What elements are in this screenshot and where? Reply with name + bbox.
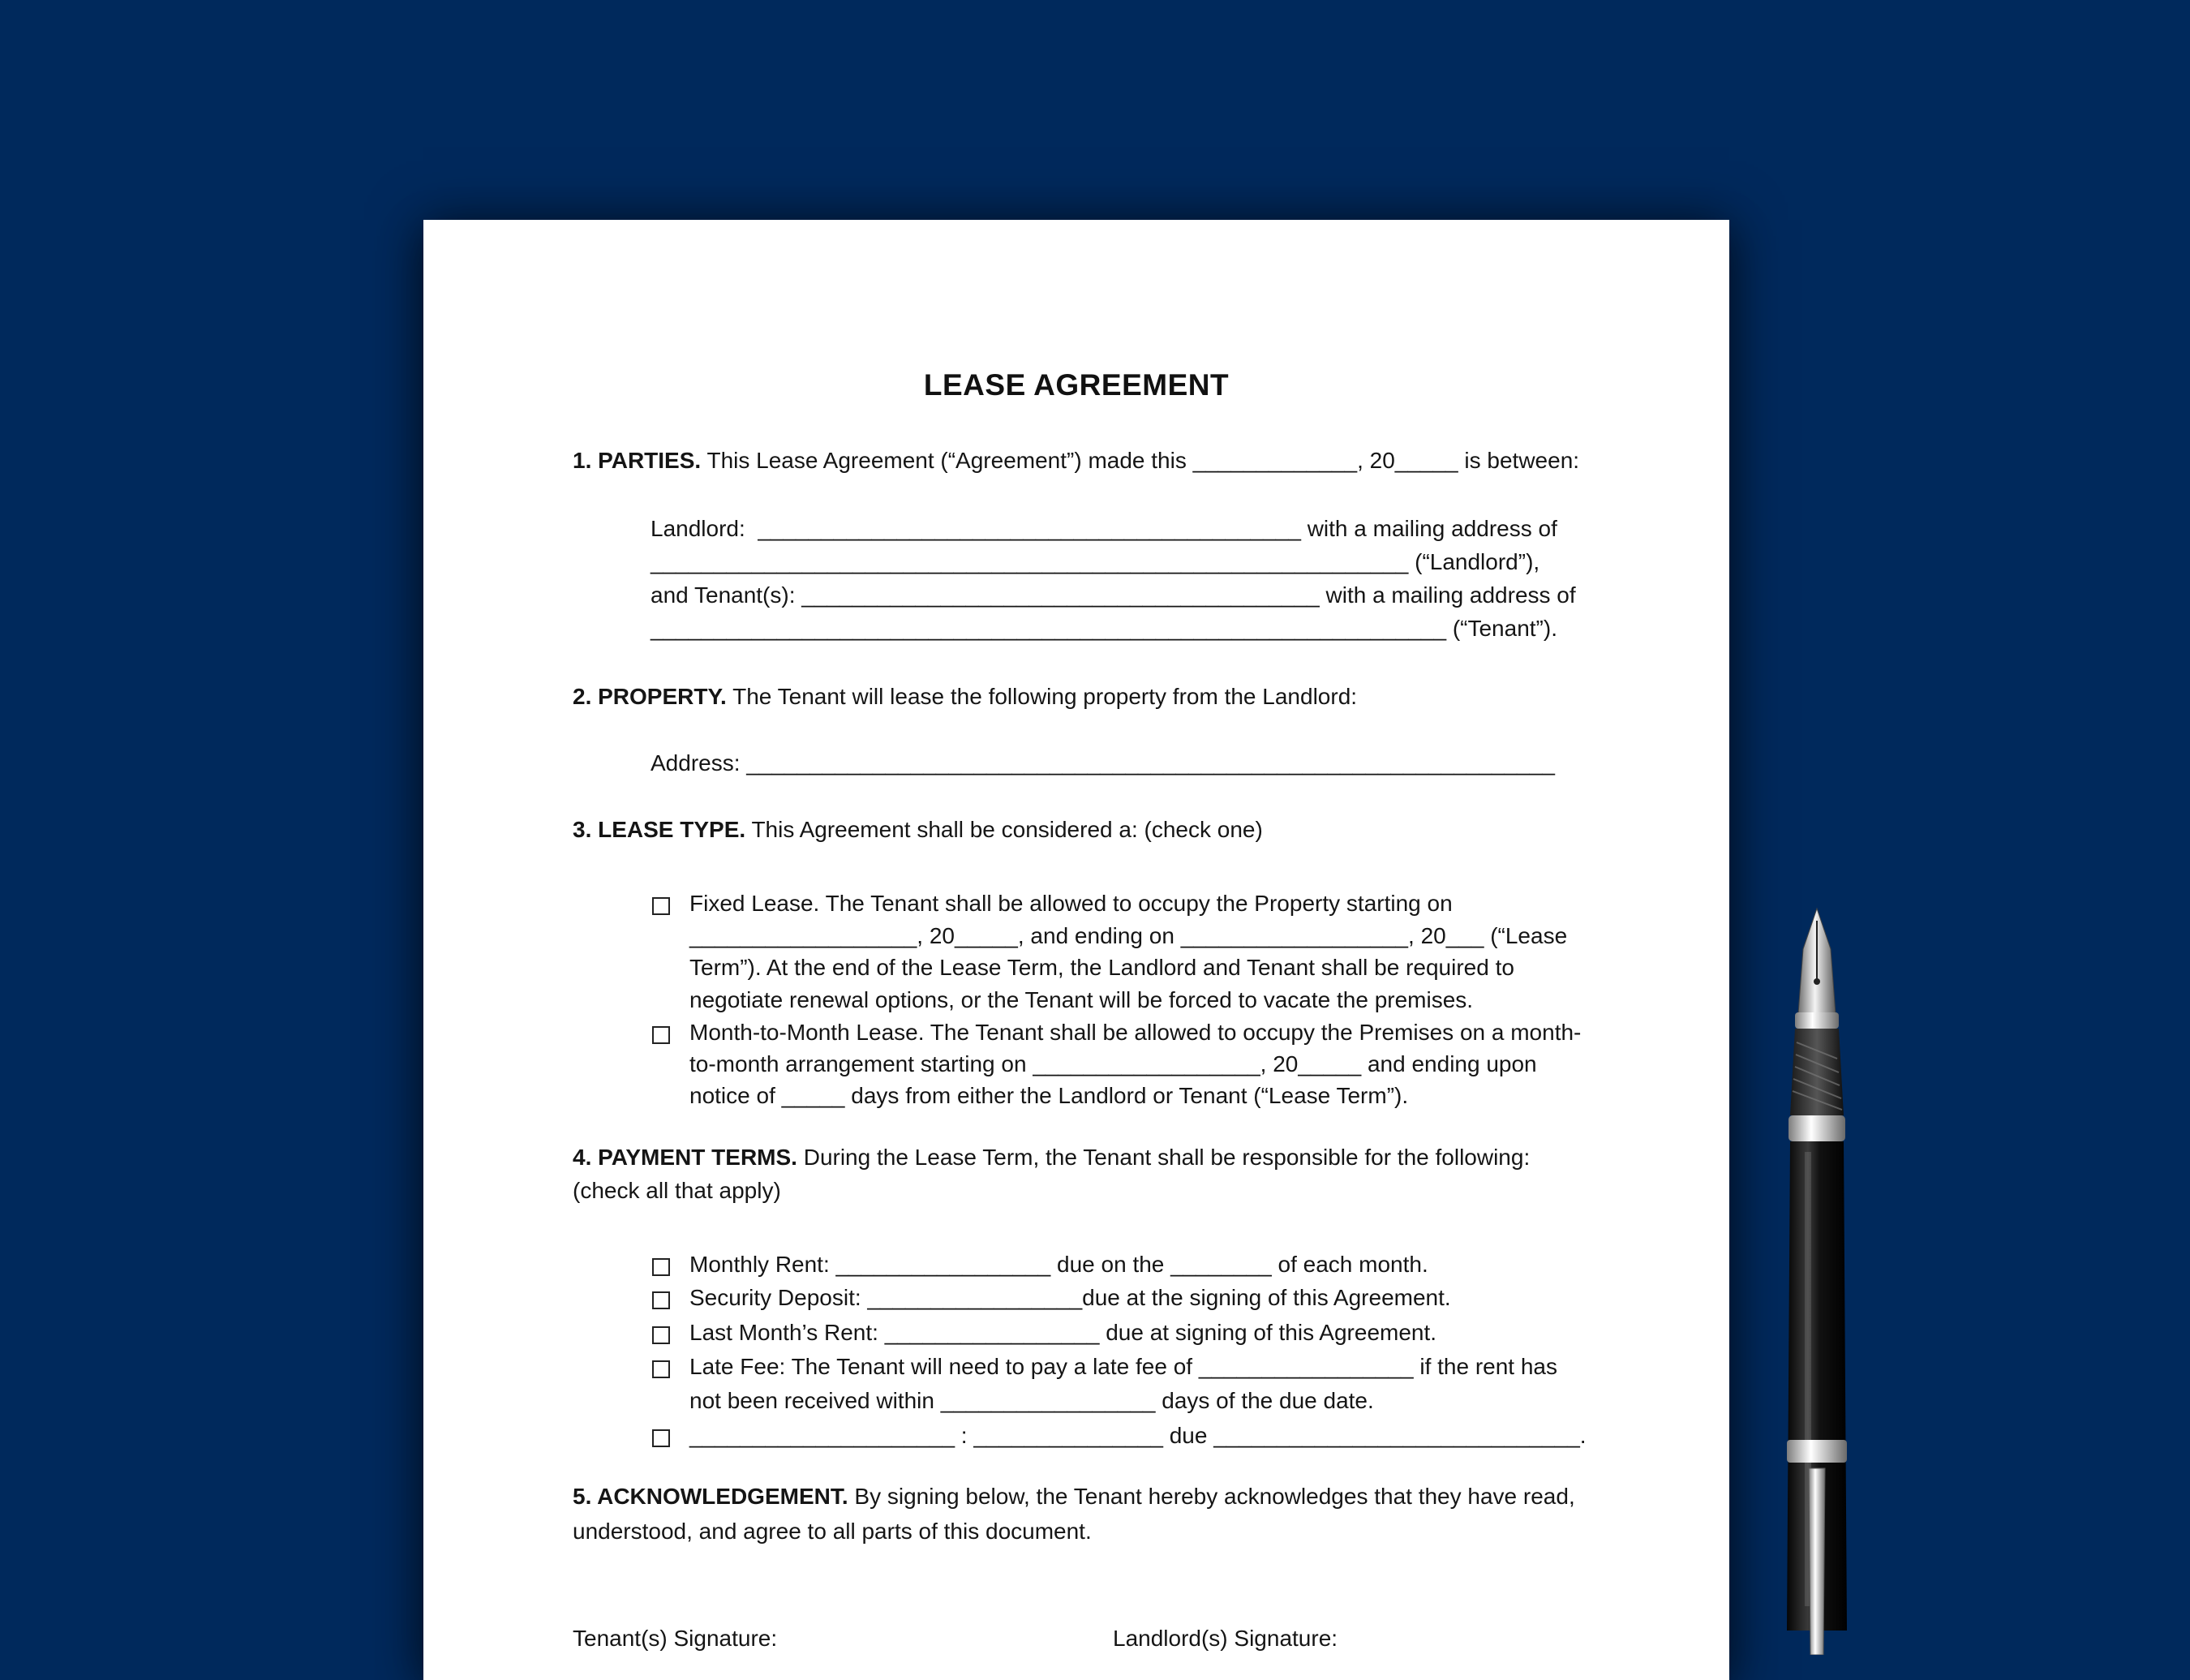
- acknowledgement-heading: 5. ACKNOWLEDGEMENT.: [573, 1484, 848, 1509]
- monthly-rent-line: Monthly Rent: _________________ due on the ________ of each month.: [689, 1252, 1428, 1277]
- month-to-month-line-2: to-month arrangement starting on __________________, 20_____ and ending upon: [689, 1051, 1537, 1076]
- document-title: LEASE AGREEMENT: [923, 368, 1230, 402]
- fountain-pen-image: [1772, 900, 1862, 1655]
- payment-terms-heading: 4. PAYMENT TERMS.: [573, 1145, 797, 1170]
- month-to-month-line-3: notice of _____ days from either the Landlord or Tenant (“Lease Term”).: [689, 1083, 1409, 1108]
- acknowledgement-text-2: understood, and agree to all parts of this document.: [573, 1519, 1092, 1544]
- month-to-month-line-1: Month-to-Month Lease. The Tenant shall be allowed to occupy the Premises on a month-: [689, 1020, 1582, 1045]
- property-heading: 2. PROPERTY.: [573, 684, 727, 709]
- monthly-rent-checkbox[interactable]: [652, 1258, 670, 1276]
- payment-terms-section: [573, 1144, 1530, 1171]
- month-to-month-checkbox[interactable]: [652, 1026, 670, 1044]
- property-address-line: Address: ________________________________________________________________: [651, 750, 1555, 776]
- landlord-line: Landlord: ___________________________________________ with a mailing address of: [651, 516, 1557, 541]
- lease-type-text: This Agreement shall be considered a: (check one): [751, 817, 1263, 842]
- payment-terms-note: (check all that apply): [573, 1178, 781, 1203]
- last-month-rent-checkbox[interactable]: [652, 1326, 670, 1344]
- lease-document-page: [423, 220, 1729, 1680]
- fixed-lease-line-1: Fixed Lease. The Tenant shall be allowed to occupy the Property starting on: [689, 891, 1453, 916]
- fixed-lease-line-3: Term”). At the end of the Lease Term, the Landlord and Tenant shall be required to: [689, 955, 1514, 980]
- lease-type-section: [573, 816, 1263, 844]
- acknowledgement-section: [573, 1483, 1575, 1510]
- security-deposit-line: Security Deposit: _________________due at the signing of this Agreement.: [689, 1285, 1451, 1310]
- fixed-lease-checkbox[interactable]: [652, 897, 670, 915]
- parties-intro: This Lease Agreement (“Agreement”) made this _____________, 20_____ is between:: [706, 448, 1580, 473]
- last-month-rent-line: Last Month’s Rent: _________________ due at signing of this Agreement.: [689, 1320, 1437, 1345]
- fixed-lease-line-2: __________________, 20_____, and ending on __________________, 20___ (“Lease: [689, 923, 1568, 948]
- landlord-signature-label: Landlord(s) Signature:: [1113, 1626, 1338, 1651]
- property-section: [573, 683, 1357, 711]
- lease-type-heading: 3. LEASE TYPE.: [573, 817, 746, 842]
- acknowledgement-text: By signing below, the Tenant hereby acknowledges that they have read,: [854, 1484, 1575, 1509]
- late-fee-line-1: Late Fee: The Tenant will need to pay a late fee of _________________ if the rent has: [689, 1354, 1558, 1379]
- parties-section: [573, 447, 1579, 475]
- fixed-lease-line-4: negotiate renewal options, or the Tenant will be forced to vacate the premises.: [689, 987, 1474, 1012]
- payment-terms-text: During the Lease Term, the Tenant shall be responsible for the following:: [803, 1145, 1531, 1170]
- other-payment-checkbox[interactable]: [652, 1429, 670, 1447]
- other-payment-line: _____________________ : _______________ due _____________________________.: [689, 1423, 1587, 1448]
- tenant-address-line: _______________________________________________________________ (“Tenant”).: [651, 616, 1557, 641]
- tenant-line: and Tenant(s): _________________________________________ with a mailing address of: [651, 582, 1576, 608]
- parties-heading: 1. PARTIES.: [573, 448, 702, 473]
- late-fee-checkbox[interactable]: [652, 1360, 670, 1378]
- landlord-address-line: ____________________________________________________________ (“Landlord”),: [651, 549, 1540, 574]
- security-deposit-checkbox[interactable]: [652, 1291, 670, 1309]
- late-fee-line-2: not been received within _________________ days of the due date.: [689, 1388, 1374, 1413]
- property-text: The Tenant will lease the following property from the Landlord:: [732, 684, 1358, 709]
- tenant-signature-label: Tenant(s) Signature:: [573, 1626, 778, 1651]
